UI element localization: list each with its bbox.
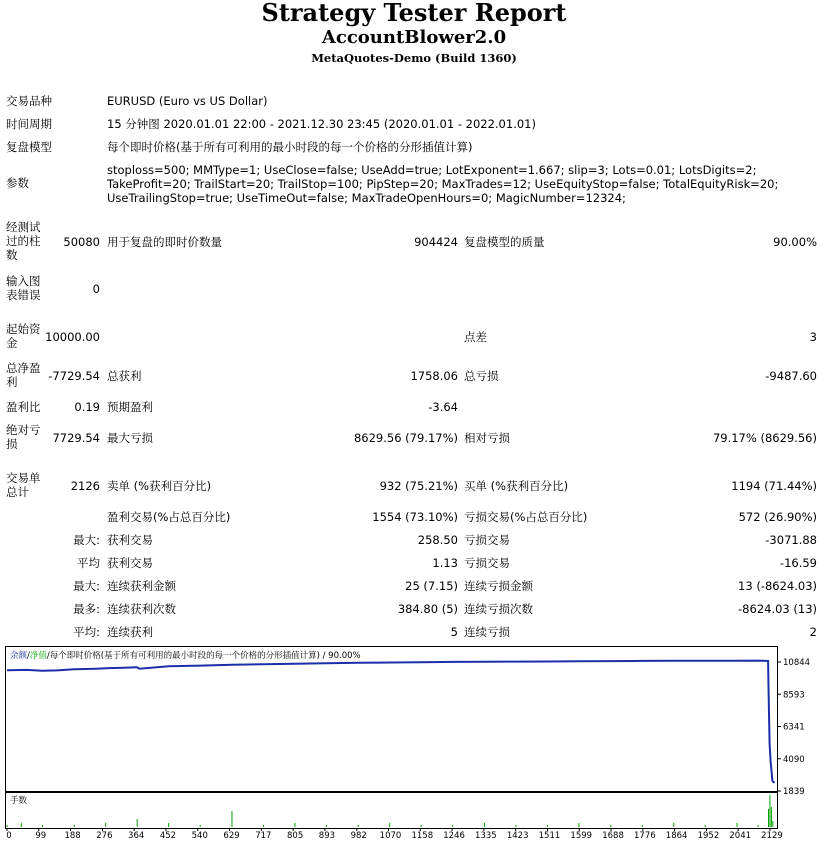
max-drawdown-value: 8629.56 (79.17%): [353, 431, 458, 445]
x-tick-label: 1070: [379, 831, 402, 841]
x-tick-label: 1864: [665, 831, 688, 841]
y-tick-label: 8593: [783, 690, 805, 701]
x-tick-label: 1599: [570, 831, 593, 841]
long-positions-label: 买单 (%获利百分比): [464, 479, 569, 493]
y-tick-label: 10844: [783, 658, 811, 668]
consec-win-count-label: 连续获利次数: [107, 602, 176, 616]
model-label: 复盘模型: [6, 140, 52, 154]
x-tick-label: 1688: [602, 831, 624, 841]
y-tick-label: 1839: [783, 787, 805, 797]
total-trades-label: 交易单总计: [6, 471, 41, 499]
x-tick-label: 99: [35, 831, 47, 841]
most-consec-label: 最多:: [73, 602, 100, 616]
relative-drawdown-value: 79.17% (8629.56): [712, 431, 817, 445]
legend-equity: 净值: [29, 651, 47, 661]
x-tick-label: 805: [287, 831, 304, 841]
short-positions-label: 卖单 (%获利百分比): [107, 479, 212, 493]
average-label: 平均: [77, 556, 100, 570]
grossloss-label: 总亏损: [464, 369, 499, 383]
largest-win-value: 258.50: [417, 533, 458, 547]
x-tick-label: 2129: [761, 831, 783, 841]
errors-label: 输入图表错误: [6, 274, 41, 302]
report-title: Strategy Tester Report: [261, 0, 567, 27]
legend-model: 每个即时价格(基于所有可利用的最小时段的每一个价格的分形插值计算) / 90.00%: [49, 651, 361, 661]
absolute-drawdown-value: 7729.54: [52, 431, 100, 445]
y-tick-label: 6341: [783, 722, 805, 733]
max-drawdown-label: 最大亏损: [107, 431, 153, 445]
y-axis: [777, 658, 810, 797]
grossprofit-label: 总获利: [107, 369, 142, 383]
period-label: 时间周期: [6, 117, 52, 131]
x-tick-label: 1952: [697, 831, 720, 841]
profit-trades-label: 盈利交易(%占总百分比): [107, 510, 231, 524]
x-tick-label: 629: [223, 831, 240, 841]
average-win-label: 获利交易: [107, 556, 153, 570]
quality-label: 复盘模型的质量: [464, 235, 545, 249]
grossloss-value: -9487.60: [765, 369, 817, 383]
x-tick-label: 540: [191, 831, 208, 841]
max-consec-label: 最大:: [73, 579, 100, 593]
avg-consec-win-value: 5: [450, 625, 458, 639]
server-build: MetaQuotes-Demo (Build 1360): [311, 51, 517, 65]
average-loss-label: 亏损交易: [464, 556, 510, 570]
short-positions-value: 932 (75.21%): [379, 479, 458, 493]
average-win-value: 1.13: [432, 556, 458, 570]
x-tick-label: 364: [128, 831, 145, 841]
consec-loss-amount-value: 13 (-8624.03): [738, 579, 817, 593]
x-axis: [6, 828, 783, 841]
symbol-label: 交易品种: [6, 94, 52, 108]
params-label: 参数: [6, 176, 29, 190]
balance-chart: [5, 646, 823, 844]
x-tick-label: 1776: [634, 831, 656, 841]
symbol-value: EURUSD (Euro vs US Dollar): [107, 94, 268, 108]
legend-separator: /: [27, 651, 30, 661]
largest-win-label: 获利交易: [107, 533, 153, 547]
largest-label: 最大:: [73, 533, 100, 547]
deposit-label: 起始资金: [6, 322, 41, 350]
payoff-label: 预期盈利: [107, 400, 153, 414]
consec-loss-count-value: -8624.03 (13): [738, 602, 817, 616]
avg-consec-loss-value: 2: [809, 625, 817, 639]
consec-loss-count-label: 连续亏损次数: [464, 602, 533, 616]
spread-value: 3: [809, 330, 817, 344]
ticks-value: 904424: [414, 235, 458, 249]
consec-win-amount-label: 连续获利金额: [107, 579, 176, 593]
profit-trades-value: 1554 (73.10%): [372, 510, 458, 524]
x-tick-label: 276: [96, 831, 113, 841]
long-positions-value: 1194 (71.44%): [731, 479, 817, 493]
relative-drawdown-label: 相对亏损: [464, 431, 510, 445]
x-tick-label: 1423: [506, 831, 529, 841]
payoff-value: -3.64: [428, 400, 458, 414]
x-tick-label: 1246: [443, 831, 465, 841]
params-value: stoploss=500; MMType=1; UseClose=false; UseAdd=true; LotExponent=1.667; slip=3; Lots=0.01; LotsDigits=2; TakeProfit=20; TrailStart=20; TrailStop=100; PipStep=20; MaxTrades=12; UseEquityStop=false; TotalEquityRisk=20; UseTrailingStop=true; UseTimeOut=false; MaxTradeOpenHours=0; MagicNumber=12324;: [107, 163, 779, 205]
errors-value: 0: [92, 282, 100, 296]
x-tick-label: 1335: [475, 831, 497, 841]
legend-separator: /: [46, 651, 50, 661]
consec-win-count-value: 384.80 (5): [397, 602, 458, 616]
bars-label: 经测试过的柱数: [6, 220, 41, 262]
loss-trades-value: 572 (26.90%): [738, 510, 817, 524]
period-value: 15 分钟图 2020.01.01 22:00 - 2021.12.30 23:45 (2020.01.01 - 2022.01.01): [107, 117, 536, 131]
grossprofit-value: 1758.06: [410, 369, 458, 383]
profit-factor-label: 盈利比: [6, 400, 41, 414]
x-tick-label: 893: [318, 831, 336, 841]
x-tick-label: 452: [159, 831, 177, 841]
profit-factor-value: 0.19: [74, 400, 100, 414]
consec-loss-amount-label: 连续亏损金额: [464, 579, 533, 593]
spread-label: 点差: [464, 330, 487, 344]
average-loss-value: -16.59: [779, 556, 817, 570]
ticks-label: 用于复盘的即时价数量: [107, 235, 222, 249]
expert-name: AccountBlower2.0: [321, 27, 507, 48]
avg-consec-loss-label: 连续亏损: [464, 625, 510, 639]
legend-balance: 余额: [10, 651, 28, 661]
avg-consec-win-label: 连续获利: [107, 625, 153, 639]
netprofit-value: -7729.54: [48, 369, 100, 383]
largest-loss-label: 亏损交易: [464, 533, 510, 547]
x-tick-label: 188: [64, 831, 81, 841]
absolute-drawdown-label: 绝对亏损: [6, 423, 41, 451]
x-tick-label: 1511: [538, 831, 561, 841]
model-value: 每个即时价格(基于所有可利用的最小时段的每一个价格的分形插值计算): [107, 140, 473, 154]
largest-loss-value: -3071.88: [765, 533, 817, 547]
x-tick-label: 717: [255, 831, 272, 841]
quality-value: 90.00%: [773, 235, 817, 249]
lots-label: 手数: [10, 796, 28, 806]
bars-value: 50080: [63, 235, 100, 249]
lots-plot-frame: [6, 793, 778, 829]
consec-win-amount-value: 25 (7.15): [405, 579, 458, 593]
deposit-value: 10000.00: [45, 330, 100, 344]
x-tick-label: 0: [6, 831, 12, 841]
total-trades-value: 2126: [70, 479, 100, 493]
x-tick-label: 2041: [729, 831, 752, 841]
x-tick-label: 1158: [411, 831, 434, 841]
x-tick-label: 982: [350, 831, 367, 841]
y-tick-label: 4090: [783, 754, 805, 765]
average-consec-label: 平均:: [73, 625, 100, 639]
loss-trades-label: 亏损交易(%占总百分比): [464, 510, 588, 524]
legend: [10, 650, 361, 661]
netprofit-label: 总净盈利: [6, 361, 41, 389]
